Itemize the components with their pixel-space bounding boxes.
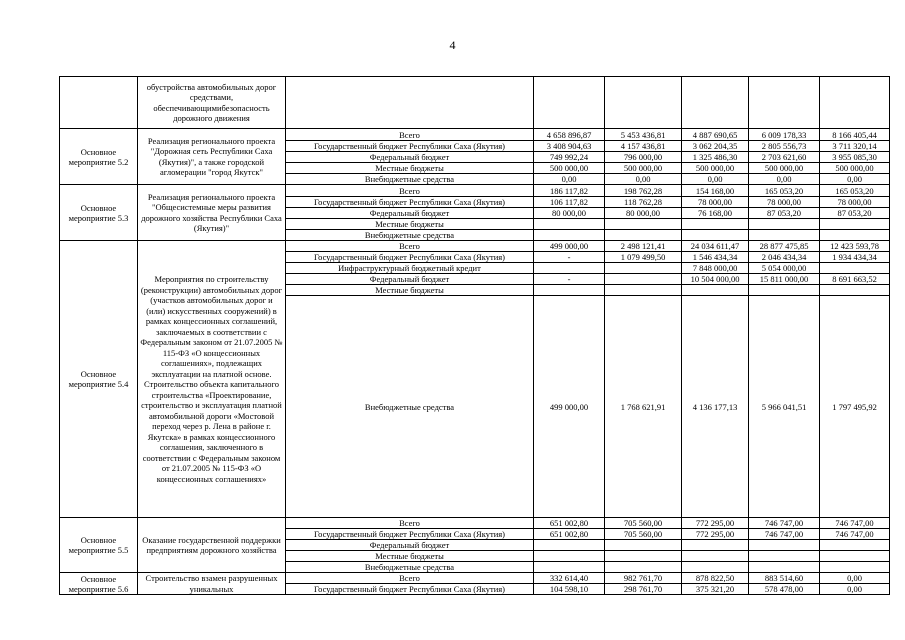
value-cell [749,219,820,230]
funding-source-cell: Всего [286,241,534,252]
value-cell: 705 560,00 [605,529,682,540]
value-cell [820,562,890,573]
table-row [60,241,890,252]
value-cell: 499 000,00 [534,241,605,252]
value-cell: 87 053,20 [749,208,820,219]
value-cell [749,540,820,551]
value-cell: - [534,252,605,263]
value-cell [534,230,605,241]
value-cell [682,219,749,230]
value-cell: 4 658 896,87 [534,129,605,141]
measure-cell: Основное мероприятие 5.4 [60,241,138,518]
value-cell: 0,00 [820,174,890,185]
value-cell: 87 053,20 [820,208,890,219]
empty-cell [286,77,534,129]
value-cell: 3 711 320,14 [820,141,890,152]
value-cell: 0,00 [534,174,605,185]
value-cell: 2 046 434,34 [749,252,820,263]
value-cell: 3 062 204,35 [682,141,749,152]
description-cell: Мероприятия по строительству (реконструкции) автомобильных дорог (участков автомобильных дорог и (или) искусственных сооружений) в рамках концессионных соглашений, заключаемых в соответствии с Федеральным законом от 21.07.2005 № 115-ФЗ «О концессионных соглашениях», подлежащих эксплуатации на платной основе. Строительство объекта капитального строительства «Проектирование, строительство и эксплуатация платной автомобильной дороги «Мостовой переход через р. Лена в районе г. Якутска» в рамках концессионного соглашения, заключенного в соответствии с Федеральным законом от 21.07.2005 № 115-ФЗ «О концессионных соглашениях» [138,241,286,518]
description-cell: Оказание государственной поддержки предприятиям дорожного хозяйства [138,518,286,573]
value-cell [820,285,890,296]
value-cell [534,540,605,551]
value-cell: 298 761,70 [605,584,682,595]
value-cell: 80 000,00 [534,208,605,219]
value-cell [749,230,820,241]
empty-cell [682,77,749,129]
value-cell: - [534,274,605,285]
value-cell [605,219,682,230]
value-cell: 883 514,60 [749,573,820,584]
value-cell: 198 762,28 [605,185,682,197]
measure-cell: Основное мероприятие 5.6 [60,573,138,595]
value-cell: 80 000,00 [605,208,682,219]
table-row [60,129,890,141]
funding-source-cell: Всего [286,518,534,529]
value-cell: 500 000,00 [605,163,682,174]
value-cell: 2 703 621,60 [749,152,820,163]
value-cell: 4 157 436,81 [605,141,682,152]
measure-cell: Основное мероприятие 5.3 [60,185,138,241]
value-cell [534,263,605,274]
value-cell [534,285,605,296]
value-cell [605,274,682,285]
value-cell: 5 453 436,81 [605,129,682,141]
value-cell: 7 848 000,00 [682,263,749,274]
value-cell: 78 000,00 [749,197,820,208]
value-cell: 118 762,28 [605,197,682,208]
value-cell: 24 034 611,47 [682,241,749,252]
value-cell: 746 747,00 [749,518,820,529]
funding-source-cell: Местные бюджеты [286,219,534,230]
value-cell: 165 053,20 [749,185,820,197]
funding-source-cell: Внебюджетные средства [286,174,534,185]
value-cell: 1 768 621,91 [605,296,682,518]
value-cell: 0,00 [820,573,890,584]
funding-source-cell: Государственный бюджет Республики Саха (Якутия) [286,252,534,263]
value-cell: 1 079 499,50 [605,252,682,263]
funding-source-cell: Внебюджетные средства [286,230,534,241]
value-cell [749,285,820,296]
value-cell: 878 822,50 [682,573,749,584]
value-cell: 106 117,82 [534,197,605,208]
funding-source-cell: Инфраструктурный бюджетный кредит [286,263,534,274]
value-cell: 332 614,40 [534,573,605,584]
value-cell: 0,00 [820,584,890,595]
value-cell [605,230,682,241]
value-cell: 76 168,00 [682,208,749,219]
funding-source-cell: Государственный бюджет Республики Саха (Якутия) [286,529,534,540]
value-cell: 0,00 [605,174,682,185]
value-cell [605,562,682,573]
value-cell [605,551,682,562]
value-cell: 3 408 904,63 [534,141,605,152]
funding-source-cell: Федеральный бюджет [286,208,534,219]
value-cell: 772 295,00 [682,529,749,540]
funding-source-cell: Государственный бюджет Республики Саха (Якутия) [286,197,534,208]
value-cell [534,562,605,573]
value-cell: 500 000,00 [534,163,605,174]
value-cell: 796 000,00 [605,152,682,163]
funding-source-cell: Местные бюджеты [286,551,534,562]
funding-source-cell: Федеральный бюджет [286,540,534,551]
funding-source-cell: Местные бюджеты [286,285,534,296]
value-cell [605,263,682,274]
value-cell: 1 546 434,34 [682,252,749,263]
value-cell: 500 000,00 [682,163,749,174]
funding-table [59,76,890,595]
value-cell [820,230,890,241]
value-cell: 15 811 000,00 [749,274,820,285]
description-cell: обустройства автомобильных дорог средствами, обеспечивающимибезопасность дорожного движения [138,77,286,129]
funding-source-cell: Местные бюджеты [286,163,534,174]
value-cell: 104 598,10 [534,584,605,595]
value-cell [682,285,749,296]
value-cell [749,562,820,573]
description-cell: Реализация регионального проекта "Общесистемные меры развития дорожного хозяйства Республики Саха (Якутия)" [138,185,286,241]
value-cell [534,219,605,230]
funding-source-cell: Государственный бюджет Республики Саха (Якутия) [286,141,534,152]
value-cell: 2 805 556,73 [749,141,820,152]
empty-cell [534,77,605,129]
value-cell: 772 295,00 [682,518,749,529]
empty-cell [605,77,682,129]
value-cell: 8 691 663,52 [820,274,890,285]
value-cell [605,285,682,296]
value-cell: 1 797 495,92 [820,296,890,518]
value-cell: 500 000,00 [749,163,820,174]
funding-source-cell: Внебюджетные средства [286,296,534,518]
value-cell: 8 166 405,44 [820,129,890,141]
value-cell: 1 934 434,34 [820,252,890,263]
value-cell: 3 955 085,30 [820,152,890,163]
value-cell [820,540,890,551]
value-cell [534,551,605,562]
value-cell: 0,00 [749,174,820,185]
value-cell [605,540,682,551]
funding-source-cell: Федеральный бюджет [286,274,534,285]
measure-cell: Основное мероприятие 5.5 [60,518,138,573]
value-cell: 5 054 000,00 [749,263,820,274]
table-row [60,518,890,529]
value-cell [820,219,890,230]
value-cell: 578 478,00 [749,584,820,595]
value-cell: 4 136 177,13 [682,296,749,518]
value-cell: 5 966 041,51 [749,296,820,518]
value-cell: 375 321,20 [682,584,749,595]
funding-source-cell: Всего [286,185,534,197]
value-cell: 651 002,80 [534,529,605,540]
value-cell: 186 117,82 [534,185,605,197]
value-cell: 749 992,24 [534,152,605,163]
value-cell: 6 009 178,33 [749,129,820,141]
value-cell: 4 887 690,65 [682,129,749,141]
table-row [60,77,890,129]
value-cell: 500 000,00 [820,163,890,174]
measure-cell: Основное мероприятие 5.2 [60,129,138,185]
value-cell: 0,00 [682,174,749,185]
funding-source-cell: Всего [286,573,534,584]
value-cell: 78 000,00 [682,197,749,208]
value-cell: 746 747,00 [820,529,890,540]
funding-source-cell: Внебюджетные средства [286,562,534,573]
measure-cell [60,77,138,129]
value-cell [820,551,890,562]
value-cell: 1 325 486,30 [682,152,749,163]
value-cell [682,551,749,562]
value-cell: 2 498 121,41 [605,241,682,252]
funding-source-cell: Государственный бюджет Республики Саха (Якутия) [286,584,534,595]
value-cell [682,540,749,551]
table-row [60,573,890,584]
page-number: 4 [449,38,456,52]
funding-source-cell: Всего [286,129,534,141]
value-cell: 705 560,00 [605,518,682,529]
value-cell: 154 168,00 [682,185,749,197]
value-cell: 651 002,80 [534,518,605,529]
empty-cell [749,77,820,129]
value-cell: 746 747,00 [820,518,890,529]
value-cell: 10 504 000,00 [682,274,749,285]
value-cell: 982 761,70 [605,573,682,584]
value-cell: 12 423 593,78 [820,241,890,252]
table-row [60,185,890,197]
value-cell [682,230,749,241]
value-cell: 78 000,00 [820,197,890,208]
funding-source-cell: Федеральный бюджет [286,152,534,163]
empty-cell [820,77,890,129]
value-cell [682,562,749,573]
value-cell: 165 053,20 [820,185,890,197]
description-cell: Реализация регионального проекта "Дорожная сеть Республики Саха (Якутия)", а также городской агломерации "город Якутск" [138,129,286,185]
description-cell: Строительство взамен разрушенных уникальных [138,573,286,595]
value-cell [749,551,820,562]
value-cell: 499 000,00 [534,296,605,518]
value-cell: 28 877 475,85 [749,241,820,252]
value-cell [820,263,890,274]
value-cell: 746 747,00 [749,529,820,540]
